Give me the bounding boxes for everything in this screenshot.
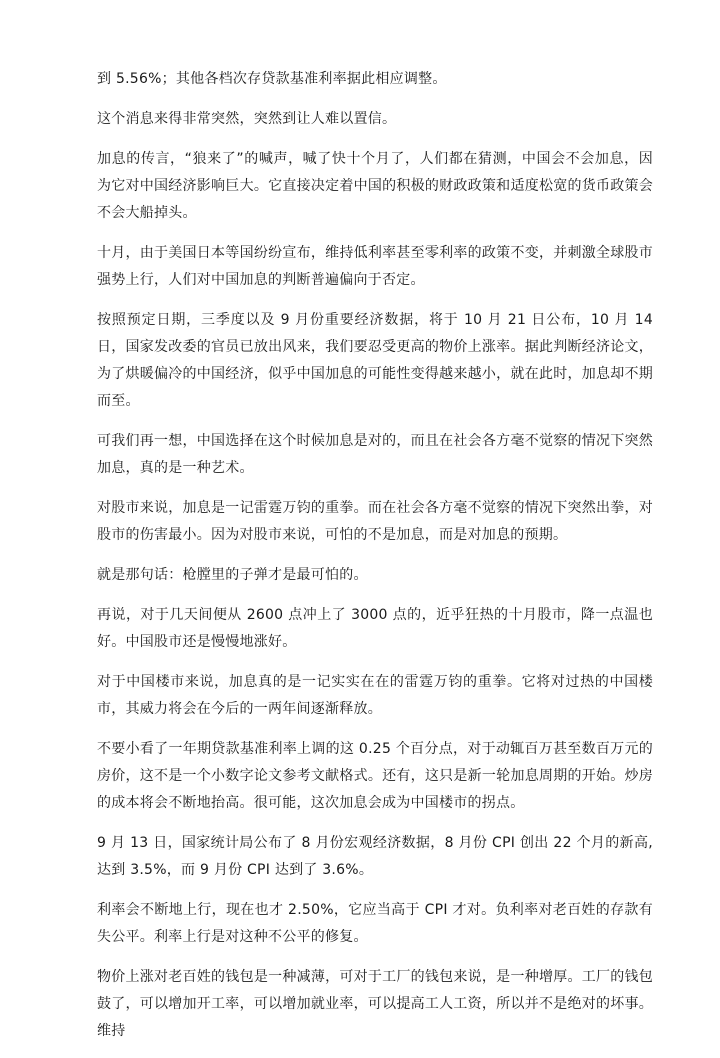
paragraph: 利率会不断地上行，现在也才 2.50%，它应当高于 CPI 才对。负利率对老百姓的存款有失公平。利率上行是对这种不公平的修复。	[97, 902, 653, 945]
document-body	[97, 66, 653, 1058]
paragraph: 再说，对于几天间便从 2600 点冲上了 3000 点的，近乎狂热的十月股市，降一点温也好。中国股市还是慢慢地涨好。	[97, 607, 653, 650]
paragraph: 可我们再一想，中国选择在这个时候加息是对的，而且在社会各方毫不觉察的情况下突然加息，真的是一种艺术。	[97, 433, 653, 476]
paragraph: 9 月 13 日，国家统计局公布了 8 月份宏观经济数据，8 月份 CPI 创出 22 个月的新高,达到 3.5%，而 9 月份 CPI 达到了 3.6%。	[97, 835, 653, 878]
paragraph: 十月，由于美国日本等国纷纷宣布，维持低利率甚至零利率的政策不变，并刺激全球股市强势上行，人们对中国加息的判断普遍偏向于否定。	[97, 245, 653, 288]
paragraph: 对于中国楼市来说，加息真的是一记实实在在的雷霆万钧的重拳。它将对过热的中国楼市，其威力将会在今后的一两年间逐渐释放。	[97, 674, 653, 717]
paragraph: 按照预定日期，三季度以及 9 月份重要经济数据，将于 10 月 21 日公布，10 月 14 日，国家发改委的官员已放出风来，我们要忍受更高的物价上涨率。据此判断经济论文，为了烘暖偏冷的中国经济，似乎中国加息的可能性变得越来越小，就在此时，加息却不期而至。	[97, 312, 653, 409]
paragraph: 加息的传言，“狼来了”的喊声，喊了快十个月了，人们都在猜测，中国会不会加息，因为它对中国经济影响巨大。它直接决定着中国的积极的财政政策和适度松宽的货币政策会不会大船掉头。	[97, 151, 653, 221]
paragraph: 不要小看了一年期贷款基准利率上调的这 0.25 个百分点，对于动辄百万甚至数百万元的房价，这不是一个小数字论文参考文献格式。还有，这只是新一轮加息周期的开始。炒房的成本将会不断地抬高。很可能，这次加息会成为中国楼市的拐点。	[97, 741, 653, 811]
paragraph: 这个消息来得非常突然，突然到让人难以置信。	[97, 111, 397, 127]
paragraph: 就是那句话：枪膛里的子弹才是最可怕的。	[97, 567, 368, 583]
paragraph: 物价上涨对老百姓的钱包是一种减薄，可对于工厂的钱包来说，是一种增厚。工厂的钱包鼓了，可以增加开工率，可以增加就业率，可以提高工人工资，所以并不是绝对的坏事。维持	[97, 969, 653, 1039]
paragraph: 到 5.56%；其他各档次存贷款基准利率据此相应调整。	[97, 71, 447, 87]
paragraph: 对股市来说，加息是一记雷霆万钧的重拳。而在社会各方毫不觉察的情况下突然出拳，对股市的伤害最小。因为对股市来说，可怕的不是加息，而是对加息的预期。	[97, 500, 653, 543]
